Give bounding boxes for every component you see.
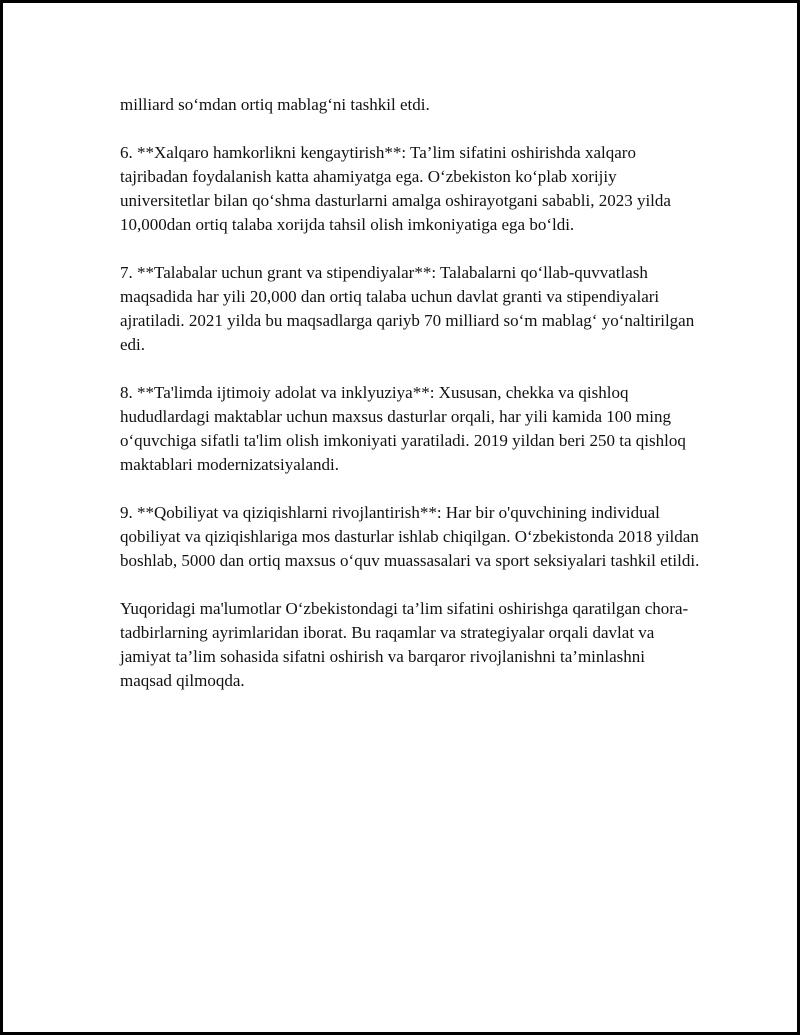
paragraph-item-6: 6. **Xalqaro hamkorlikni kengaytirish**: Ta’lim sifatini oshirishda xalqaro tajribadan foydalanish katta ahamiyatga ega. Oʻzbekiston koʻplab xorijiy universitetlar bilan qoʻshma dasturlarni amalga oshirayotgani sababli, 2023 yilda 10,000dan ortiq talaba xorijda tahsil olish imkoniyatiga ega boʻldi. [120, 143, 671, 234]
paragraph-continuation: milliard soʻmdan ortiq mablagʻni tashkil etdi. [120, 95, 430, 114]
document-body [120, 93, 700, 717]
paragraph-item-9: 9. **Qobiliyat va qiziqishlarni rivojlantirish**: Har bir o'quvchining individual qobiliyat va qiziqishlariga mos dasturlar ishlab chiqilgan. Oʻzbekistonda 2018 yildan boshlab, 5000 dan ortiq maxsus oʻquv muassasalari va sport seksiyalari tashkil etildi. [120, 503, 700, 570]
paragraph-conclusion: Yuqoridagi ma'lumotlar Oʻzbekistondagi ta’lim sifatini oshirishga qaratilgan chora-tadbirlarning ayrimlaridan iborat. Bu raqamlar va strategiyalar orqali davlat va jamiyat ta’lim sohasida sifatni oshirish va barqaror rivojlanishni ta’minlashni maqsad qilmoqda. [120, 599, 689, 690]
paragraph-item-8: 8. **Ta'limda ijtimoiy adolat va inklyuziya**: Xususan, chekka va qishloq hududlardagi maktablar uchun maxsus dasturlar orqali, har yili kamida 100 ming oʻquvchiga sifatli ta'lim olish imkoniyati yaratiladi. 2019 yildan beri 250 ta qishloq maktablari modernizatsiyalandi. [120, 383, 686, 474]
paragraph-item-7: 7. **Talabalar uchun grant va stipendiyalar**: Talabalarni qoʻllab-quvvatlash maqsadida har yili 20,000 dan ortiq talaba uchun davlat granti va stipendiyalari ajratiladi. 2021 yilda bu maqsadlarga qariyb 70 milliard soʻm mablagʻ yoʻnaltirilgan edi. [120, 263, 695, 354]
